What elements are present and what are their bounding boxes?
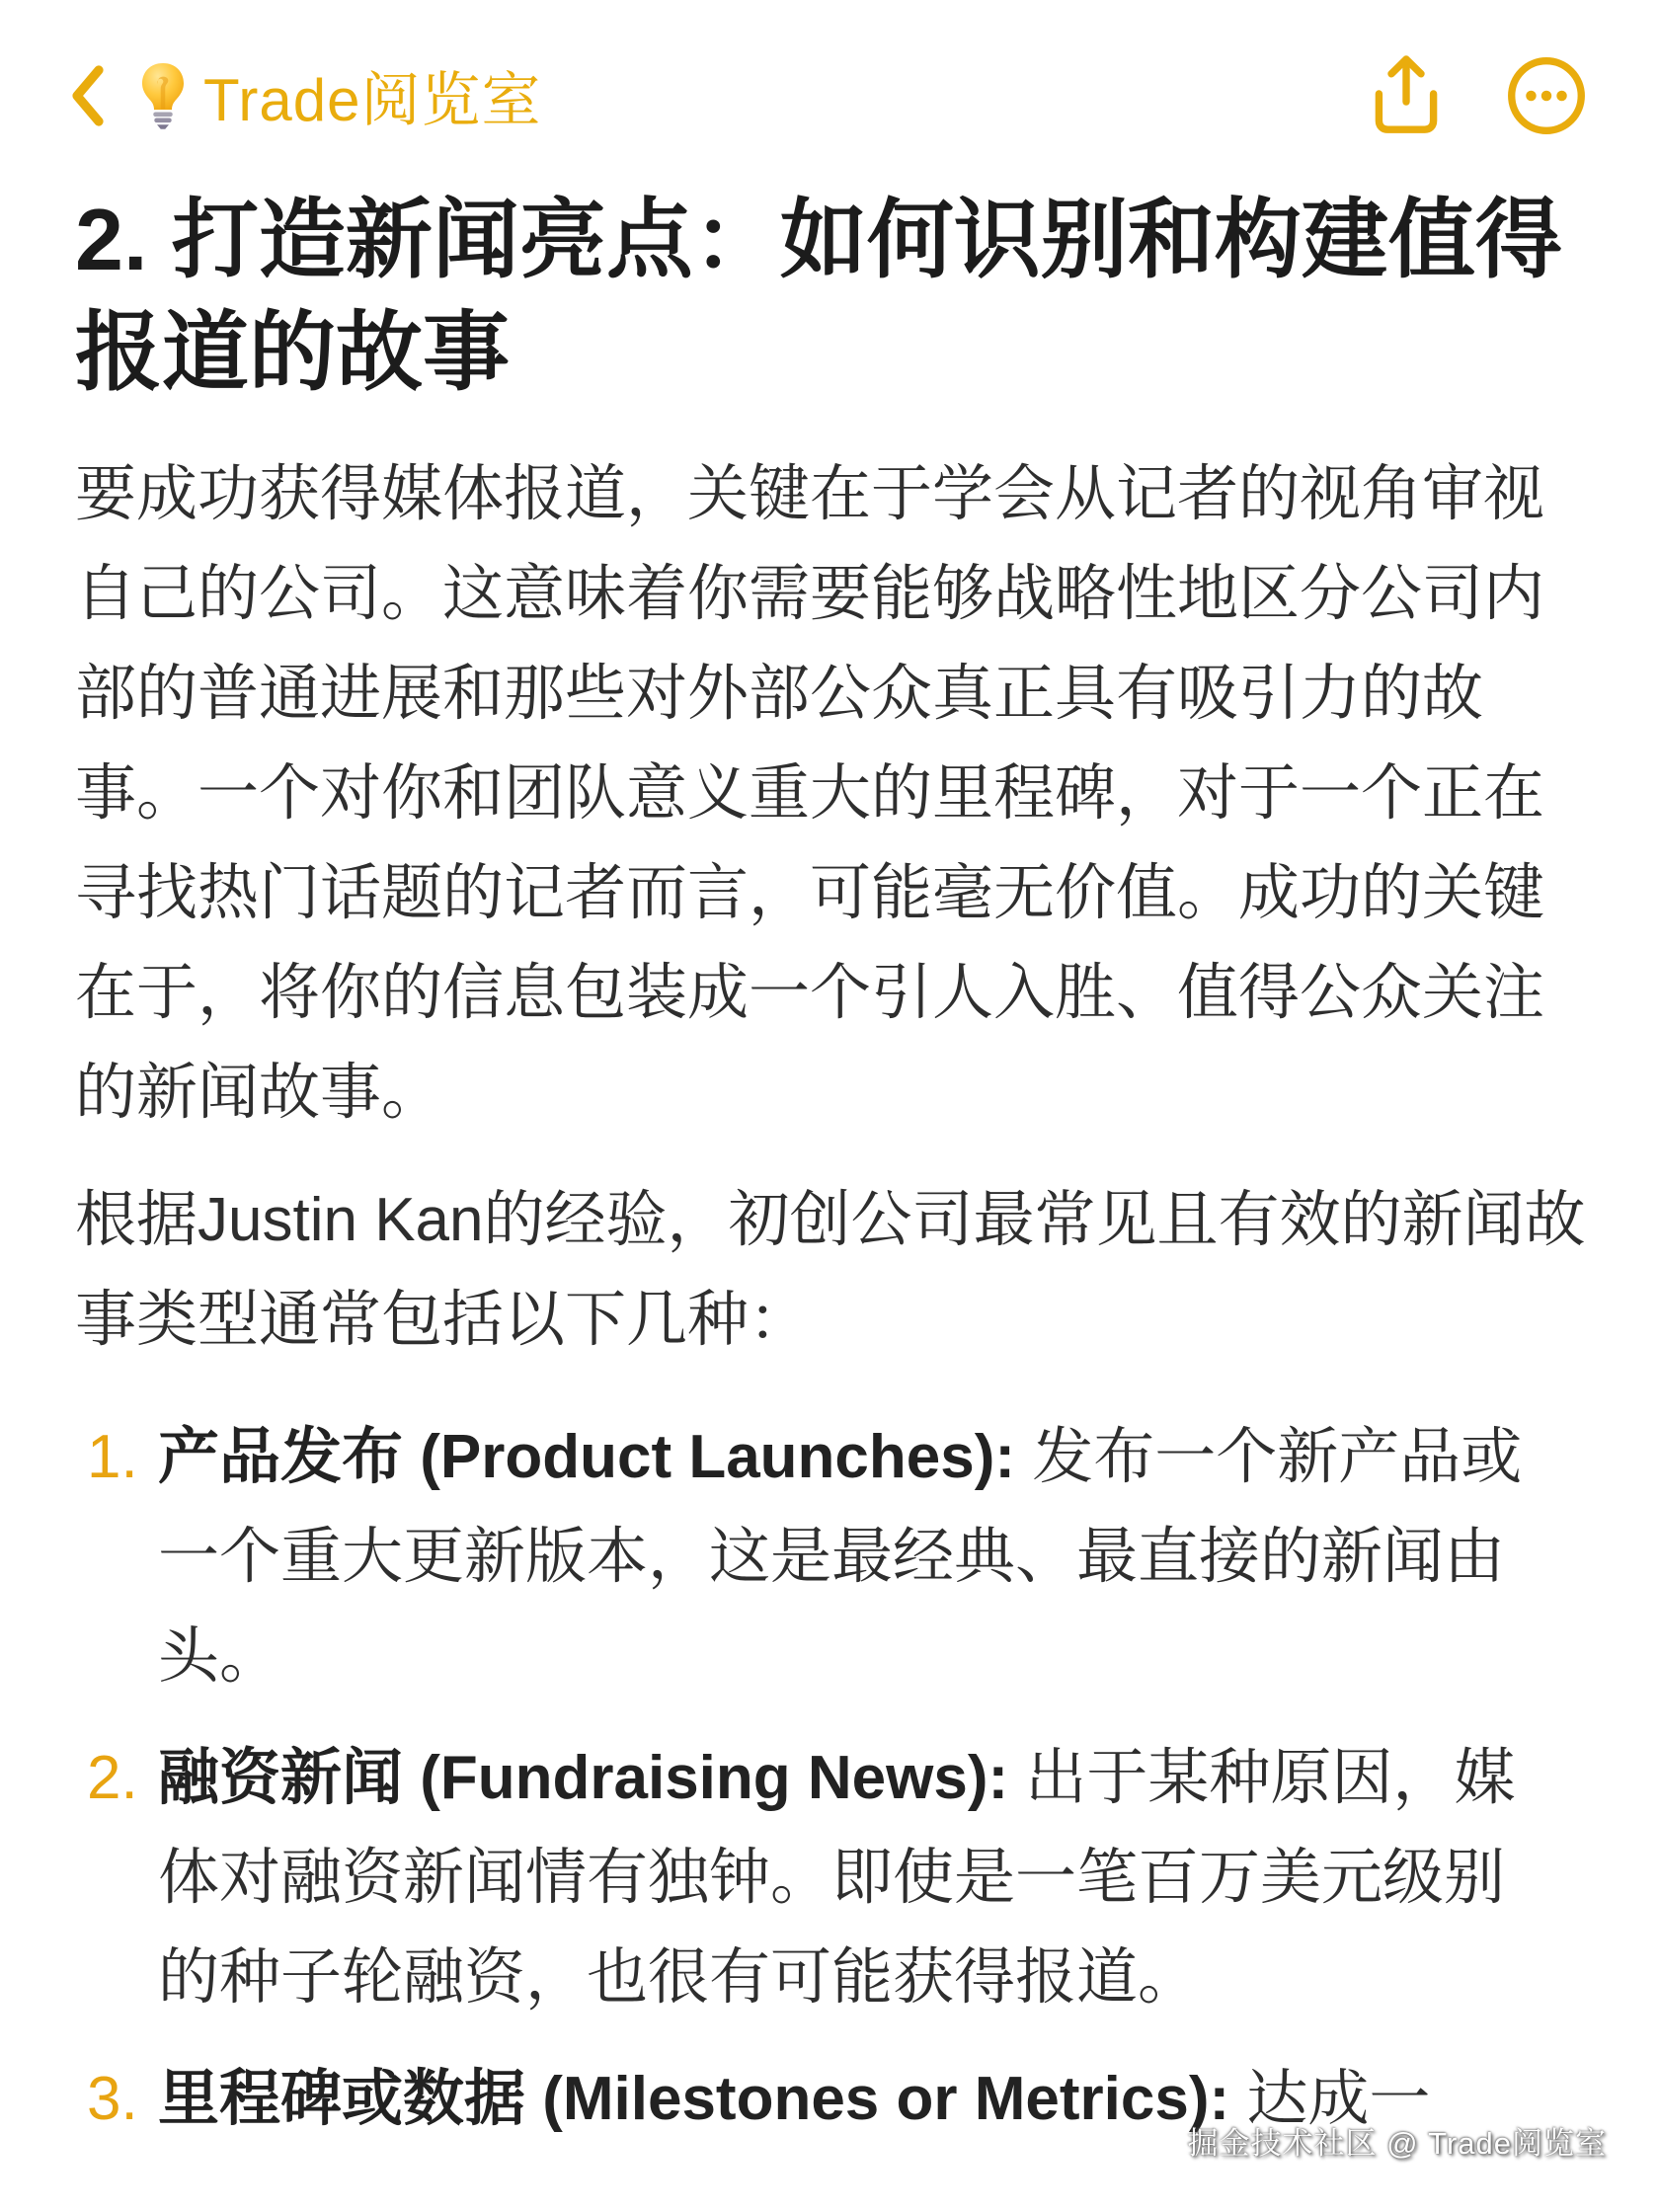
lightbulb-icon: [136, 60, 190, 131]
list-item: [75, 1407, 1588, 1706]
list-item-number: 2.: [87, 1744, 138, 1812]
list-item: [75, 1728, 1588, 2027]
more-options-icon: [1505, 54, 1588, 137]
story-type-list: [75, 1407, 1588, 2149]
list-item-term: 产品发布 (Product Launches):: [158, 1423, 1016, 1491]
list-item-term: 里程碑或数据 (Milestones or Metrics):: [158, 2065, 1230, 2133]
watermark: 掘金技术社区 @ Trade阅览室: [1187, 2126, 1607, 2161]
list-item-text: 出于某种原因，媒体对融资新闻情有独钟。即使是一笔百万美元级别的种子轮融资，也很有可能获得报道。: [158, 1744, 1516, 2012]
nav-bar: [0, 0, 1659, 138]
list-item-number: 3.: [87, 2065, 138, 2133]
back-button[interactable]: [65, 64, 109, 127]
more-options-button[interactable]: [1505, 54, 1588, 137]
page-title: Trade阅览室: [203, 67, 542, 133]
list-item-term: 融资新闻 (Fundraising News):: [158, 1744, 1009, 1812]
list-item-text: 达成一: [1229, 2065, 1431, 2133]
back-chevron-icon: [65, 64, 109, 127]
article-paragraph: 要成功获得媒体报道，关键在于学会从记者的视角审视自己的公司。这意味着你需要能够战略性地区分公司内部的普通进展和那些对外部公众真正具有吸引力的故事。一个对你和团队意义重大的里程碑，对于一个正在寻找热门话题的记者而言，可能毫无价值。成功的关键在于，将你的信息包装成一个引人入胜、值得公众关注的新闻故事。: [75, 460, 1545, 1127]
list-item-text: 发布一个新产品或一个重大更新版本，这是最经典、最直接的新闻由头。: [158, 1423, 1523, 1691]
article-scroll-area[interactable]: [0, 184, 1659, 2149]
share-button[interactable]: [1371, 53, 1442, 138]
share-icon: [1371, 53, 1442, 138]
nav-right-group: [1371, 53, 1588, 138]
list-item-number: 1.: [87, 1423, 138, 1491]
article-paragraph: 根据Justin Kan的经验，初创公司最常见且有效的新闻故事类型通常包括以下几种：: [75, 1186, 1586, 1354]
article-heading: 2. 打造新闻亮点：如何识别和构建值得报道的故事: [75, 191, 1562, 401]
nav-left-group: [65, 53, 542, 138]
